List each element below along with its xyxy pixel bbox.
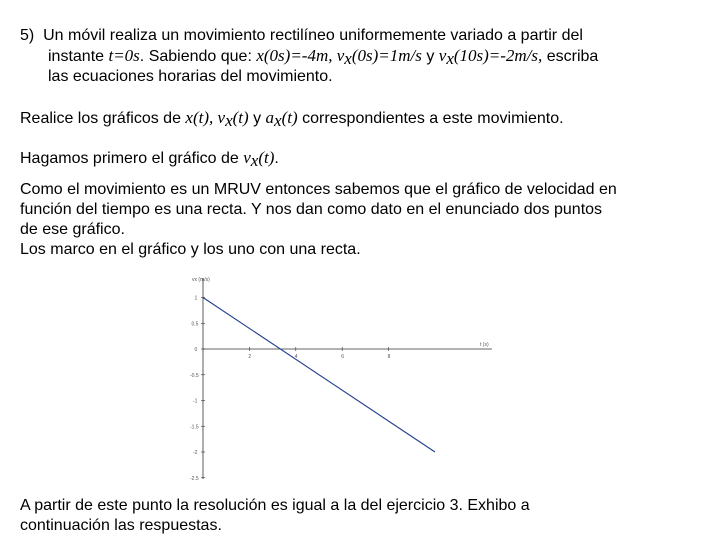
explanation-line4: Los marco en el gráfico y los uno con una recta. — [20, 241, 361, 258]
y-tick-label: 1 — [194, 295, 198, 302]
x-tick-label: 4 — [294, 354, 298, 360]
x-tick-label: 8 — [387, 354, 391, 360]
x-tick-label: 6 — [341, 354, 344, 360]
explanation — [20, 180, 710, 260]
y-tick-label: -0.5 — [190, 372, 199, 379]
problem-line1: Un móvil realiza un movimiento rectilíneo uniformemente variado a partir del — [43, 27, 583, 44]
explanation-line3: de ese gráfico. — [20, 221, 125, 238]
problem-line3: las ecuaciones horarias del movimiento. — [48, 68, 333, 85]
y-tick-label: 0.5 — [191, 321, 199, 328]
velocity-chart — [170, 272, 500, 484]
y-tick-label: -1 — [193, 398, 198, 405]
explanation-line1: Como el movimiento es un MRUV entonces sabemos que el gráfico de velocidad en — [20, 181, 617, 198]
x-tick-label: 2 — [248, 354, 252, 360]
velocity-line — [203, 298, 435, 453]
problem-number: 5) — [20, 27, 35, 44]
y-tick-label: -2 — [193, 450, 198, 456]
y-tick-label: -2.5 — [190, 475, 199, 482]
task-instruction: Realice los gráficos de x(t), $v_x(t)$ y $a_x(t)$ correspondientes a este movimiento. — [20, 108, 564, 130]
first-step: Hagamos primero el gráfico de $v_x(t)$. — [20, 148, 279, 170]
explanation-line2: función del tiempo es una recta. Y nos dan como dato en el enunciado dos puntos — [20, 201, 603, 218]
problem-line2: instante t=0s. Sabiendo que: x(0s)=-4m, $v_x(0s)=1m/s$ y $v_x(10s)=-2m/s$, escriba — [48, 46, 599, 68]
y-tick-label: 0 — [194, 347, 198, 353]
y-tick-label: -1.5 — [190, 424, 199, 431]
x-axis-label: t (s) — [480, 342, 489, 348]
closing-line2: continuación las respuestas. — [20, 517, 222, 534]
problem-statement — [20, 26, 710, 87]
closing-line1: A partir de este punto la resolución es igual a la del ejercicio 3. Exhibo a — [20, 497, 530, 514]
closing-text — [20, 496, 710, 536]
y-axis-label: vx (m/s) — [192, 277, 210, 283]
